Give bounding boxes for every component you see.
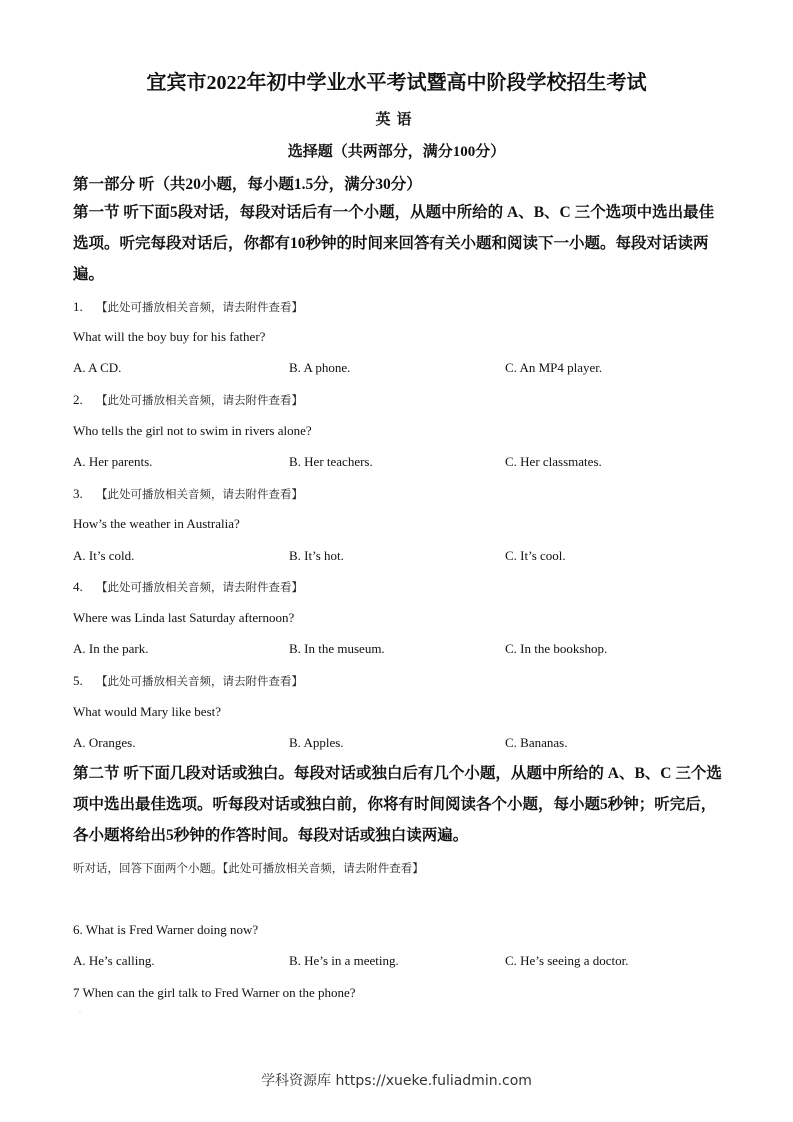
- subject-title: 英语: [375, 112, 418, 128]
- question-text: What will the boy buy for his father?: [73, 329, 266, 344]
- question-text: How’s the weather in Australia?: [73, 516, 240, 531]
- option-b: B. Apples.: [289, 735, 344, 750]
- footer-source-link[interactable]: 学科资源库 https://xueke.fuliadmin.com: [261, 1073, 532, 1089]
- option-a: A. Her parents.: [73, 454, 153, 469]
- option-a: A. In the park.: [73, 641, 149, 656]
- option-c: C. In the bookshop.: [505, 641, 608, 656]
- option-a: A. It’s cold.: [73, 548, 135, 563]
- option-a: A. He’s calling.: [73, 953, 155, 968]
- option-b: B. In the museum.: [289, 641, 385, 656]
- question-number: 2.: [73, 392, 83, 407]
- option-c: C. Bananas.: [505, 735, 568, 750]
- question-number: 3.: [73, 486, 83, 501]
- option-a: A. Oranges.: [73, 735, 136, 750]
- option-b: B. Her teachers.: [289, 454, 373, 469]
- exam-title: 宜宾市2022年初中学业水平考试暨高中阶段学校招生考试: [146, 72, 647, 94]
- section-subheading: 选择题（共两部分，满分100分）: [287, 144, 506, 160]
- question-number: 5.: [73, 673, 83, 688]
- question-number: 4.: [73, 579, 83, 594]
- option-c: C. An MP4 player.: [505, 360, 603, 375]
- question-text: Who tells the girl not to swim in rivers alone?: [73, 423, 312, 438]
- question-text: Where was Linda last Saturday afternoon?: [73, 610, 295, 625]
- option-b: B. It’s hot.: [289, 548, 344, 563]
- part1-heading: 第一部分 听（共20小题，每小题1.5分，满分30分）: [73, 176, 422, 193]
- section1-instructions: 第一节 听下面5段对话，每段对话后有一个小题，从题中所给的 A、B、C 三个选项中选出最佳选项。听完每段对话后，你都有10秒钟的时间来回答有关小题和阅读下一小题。每段对话读两遍。: [73, 204, 715, 283]
- option-c: C. Her classmates.: [505, 454, 602, 469]
- option-a: A. A CD.: [73, 360, 122, 375]
- audio-note[interactable]: 【此处可播放相关音频，请去附件查看】: [96, 487, 303, 501]
- question-text: 7 When can the girl talk to Fred Warner on the phone?: [73, 985, 356, 1000]
- audio-note[interactable]: 【此处可播放相关音频，请去附件查看】: [96, 580, 303, 594]
- option-c: C. He’s seeing a doctor.: [505, 953, 629, 968]
- audio-note[interactable]: 【此处可播放相关音频，请去附件查看】: [96, 674, 303, 688]
- option-c: C. It’s cool.: [505, 548, 566, 563]
- scan-mark: ·: [79, 1010, 81, 1016]
- audio-note[interactable]: 【此处可播放相关音频，请去附件查看】: [96, 300, 303, 314]
- option-b: B. A phone.: [289, 360, 351, 375]
- question-number: 1.: [73, 299, 83, 314]
- question-text: 6. What is Fred Warner doing now?: [73, 922, 259, 937]
- question-text: What would Mary like best?: [73, 704, 222, 719]
- option-b: B. He’s in a meeting.: [289, 953, 399, 968]
- section2-instructions: 第二节 听下面几段对话或独白。每段对话或独白后有几个小题，从题中所给的 A、B、C 三个选项中选出最佳选项。听每段对话或独白前，你将有时间阅读各个小题，每小题5秒钟；听完后，各小题将给出5秒钟的作答时间。每段对话或独白读两遍。: [73, 765, 722, 844]
- listen-instruction[interactable]: 听对话，回答下面两个小题。【此处可播放相关音频，请去附件查看】: [73, 861, 424, 875]
- audio-note[interactable]: 【此处可播放相关音频，请去附件查看】: [96, 393, 303, 407]
